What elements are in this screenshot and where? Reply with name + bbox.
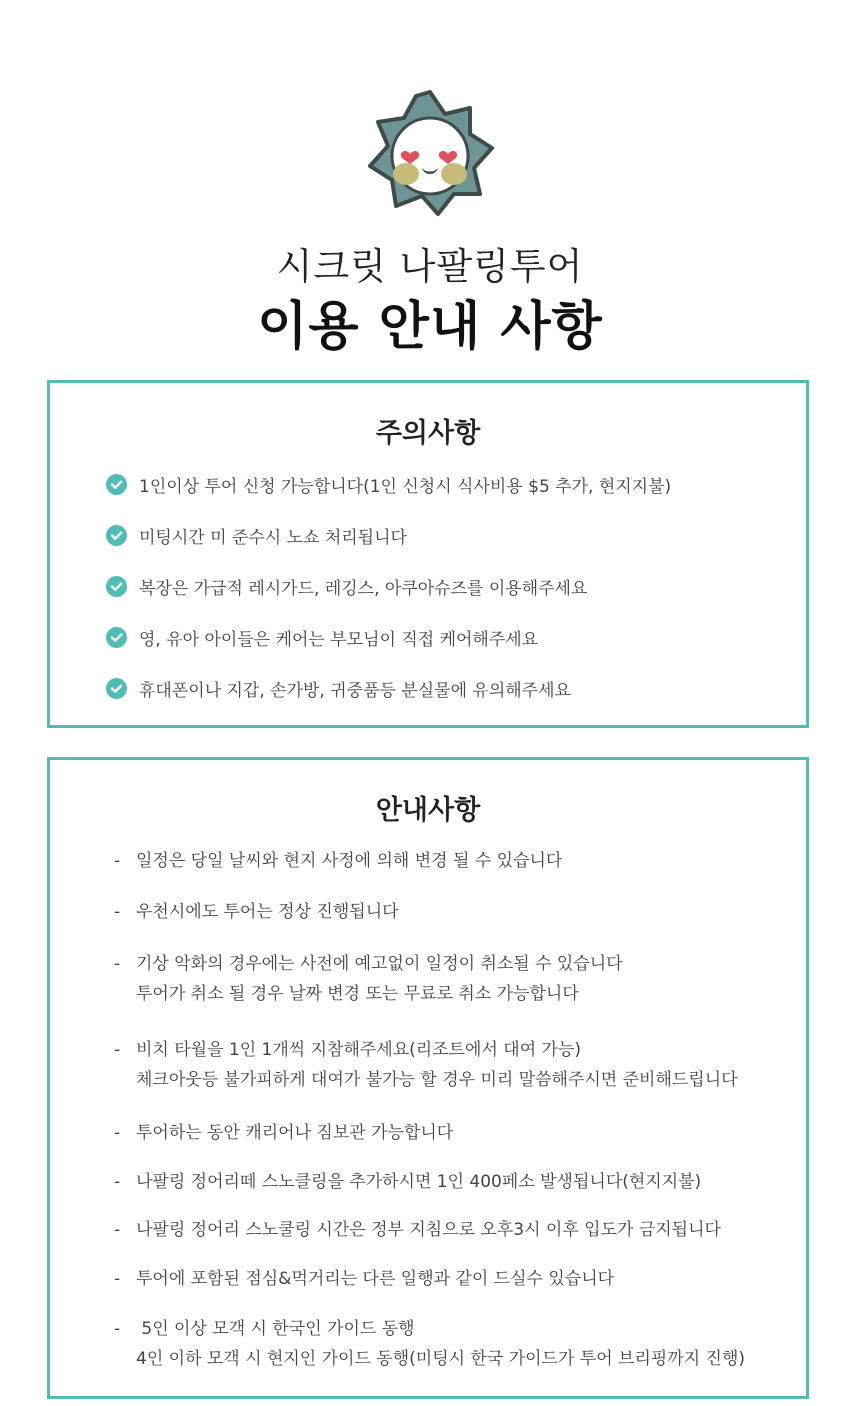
- check-circle-icon: [106, 525, 127, 546]
- caution-item-text: 휴대폰이나 지갑, 손가방, 귀중품등 분실물에 유의해주세요: [139, 681, 571, 701]
- caution-item-text: 복장은 가급적 레시가드, 레깅스, 아쿠아슈즈를 이용해주세요: [139, 579, 588, 599]
- info-item: [114, 1215, 721, 1245]
- dash-bullet: -: [114, 1269, 121, 1289]
- info-heading: 안내사항: [375, 795, 481, 826]
- caution-item: [106, 523, 407, 548]
- dash-bullet: -: [114, 1319, 121, 1339]
- caution-item: [106, 574, 587, 599]
- info-item-text: 우천시에도 투어는 정상 진행됩니다: [136, 902, 399, 922]
- info-item-text: 비치 타월을 1인 1개씩 지참해주세요(리조트에서 대여 가능): [136, 1040, 582, 1060]
- info-item: [114, 897, 399, 927]
- page-title: 이용 안내 사항: [257, 297, 603, 357]
- info-item-text: 나팔링 정어리떼 스노클링을 추가하시면 1인 400페소 발생됩니다(현지지불): [136, 1172, 702, 1192]
- info-item: [114, 1314, 745, 1374]
- check-circle-icon: [106, 678, 127, 699]
- check-circle-icon: [106, 474, 127, 495]
- caution-item: [106, 472, 671, 497]
- caution-heading: 주의사항: [375, 418, 481, 449]
- info-item-text-cont: 4인 이하 모객 시 현지인 가이드 동행(미팅시 한국 가이드가 투어 브리핑까지 진행): [136, 1349, 746, 1369]
- info-item-text: 5인 이상 모객 시 한국인 가이드 동행: [136, 1319, 415, 1339]
- info-item-text: 기상 악화의 경우에는 사전에 예고없이 일정이 취소될 수 있습니다: [136, 954, 623, 974]
- info-item: [114, 1167, 701, 1197]
- info-item-text: 나팔링 정어리 스노쿨링 시간은 정부 지침으로 오후3시 이후 입도가 금지됩니다: [136, 1220, 721, 1240]
- check-circle-icon: [106, 576, 127, 597]
- dash-bullet: -: [114, 1172, 121, 1192]
- info-item-text-cont: 체크아웃등 불가피하게 대여가 불가능 할 경우 미리 말씀해주시면 준비해드립니다: [136, 1070, 738, 1090]
- caution-item: [106, 625, 538, 650]
- dash-bullet: -: [114, 1220, 121, 1240]
- info-item-text: 투어에 포함된 점심&먹거리는 다른 일행과 같이 드실수 있습니다: [136, 1269, 615, 1289]
- dash-bullet: -: [114, 851, 121, 871]
- info-panel: [47, 757, 809, 1399]
- page-subtitle: 시크릿 나팔링투어: [276, 245, 584, 288]
- info-item: [114, 846, 562, 876]
- caution-panel: [47, 380, 809, 728]
- info-item-text: 일정은 당일 날씨와 현지 사정에 의해 변경 될 수 있습니다: [136, 851, 563, 871]
- dash-bullet: -: [114, 1040, 121, 1060]
- info-item: [114, 1264, 614, 1294]
- info-item: [114, 949, 623, 1009]
- info-item-text: 투어하는 동안 캐리어나 짐보관 가능합니다: [136, 1123, 454, 1143]
- info-item-text-cont: 투어가 취소 될 경우 날짜 변경 또는 무료로 취소 가능합니다: [136, 984, 579, 1004]
- caution-item-text: 미팅시간 미 준수시 노쇼 처리됩니다: [139, 528, 407, 548]
- info-item: [114, 1118, 453, 1148]
- caution-item: [106, 676, 571, 701]
- caution-item-text: 1인이상 투어 신청 가능합니다(1인 신청시 식사비용 $5 추가, 현지지불): [139, 477, 672, 497]
- dash-bullet: -: [114, 902, 121, 922]
- info-item: [114, 1035, 738, 1095]
- dash-bullet: -: [114, 1123, 121, 1143]
- star-mascot-icon: [366, 90, 494, 216]
- check-circle-icon: [106, 627, 127, 648]
- caution-item-text: 영, 유아 아이들은 케어는 부모님이 직접 케어해주세요: [139, 630, 539, 650]
- dash-bullet: -: [114, 954, 121, 974]
